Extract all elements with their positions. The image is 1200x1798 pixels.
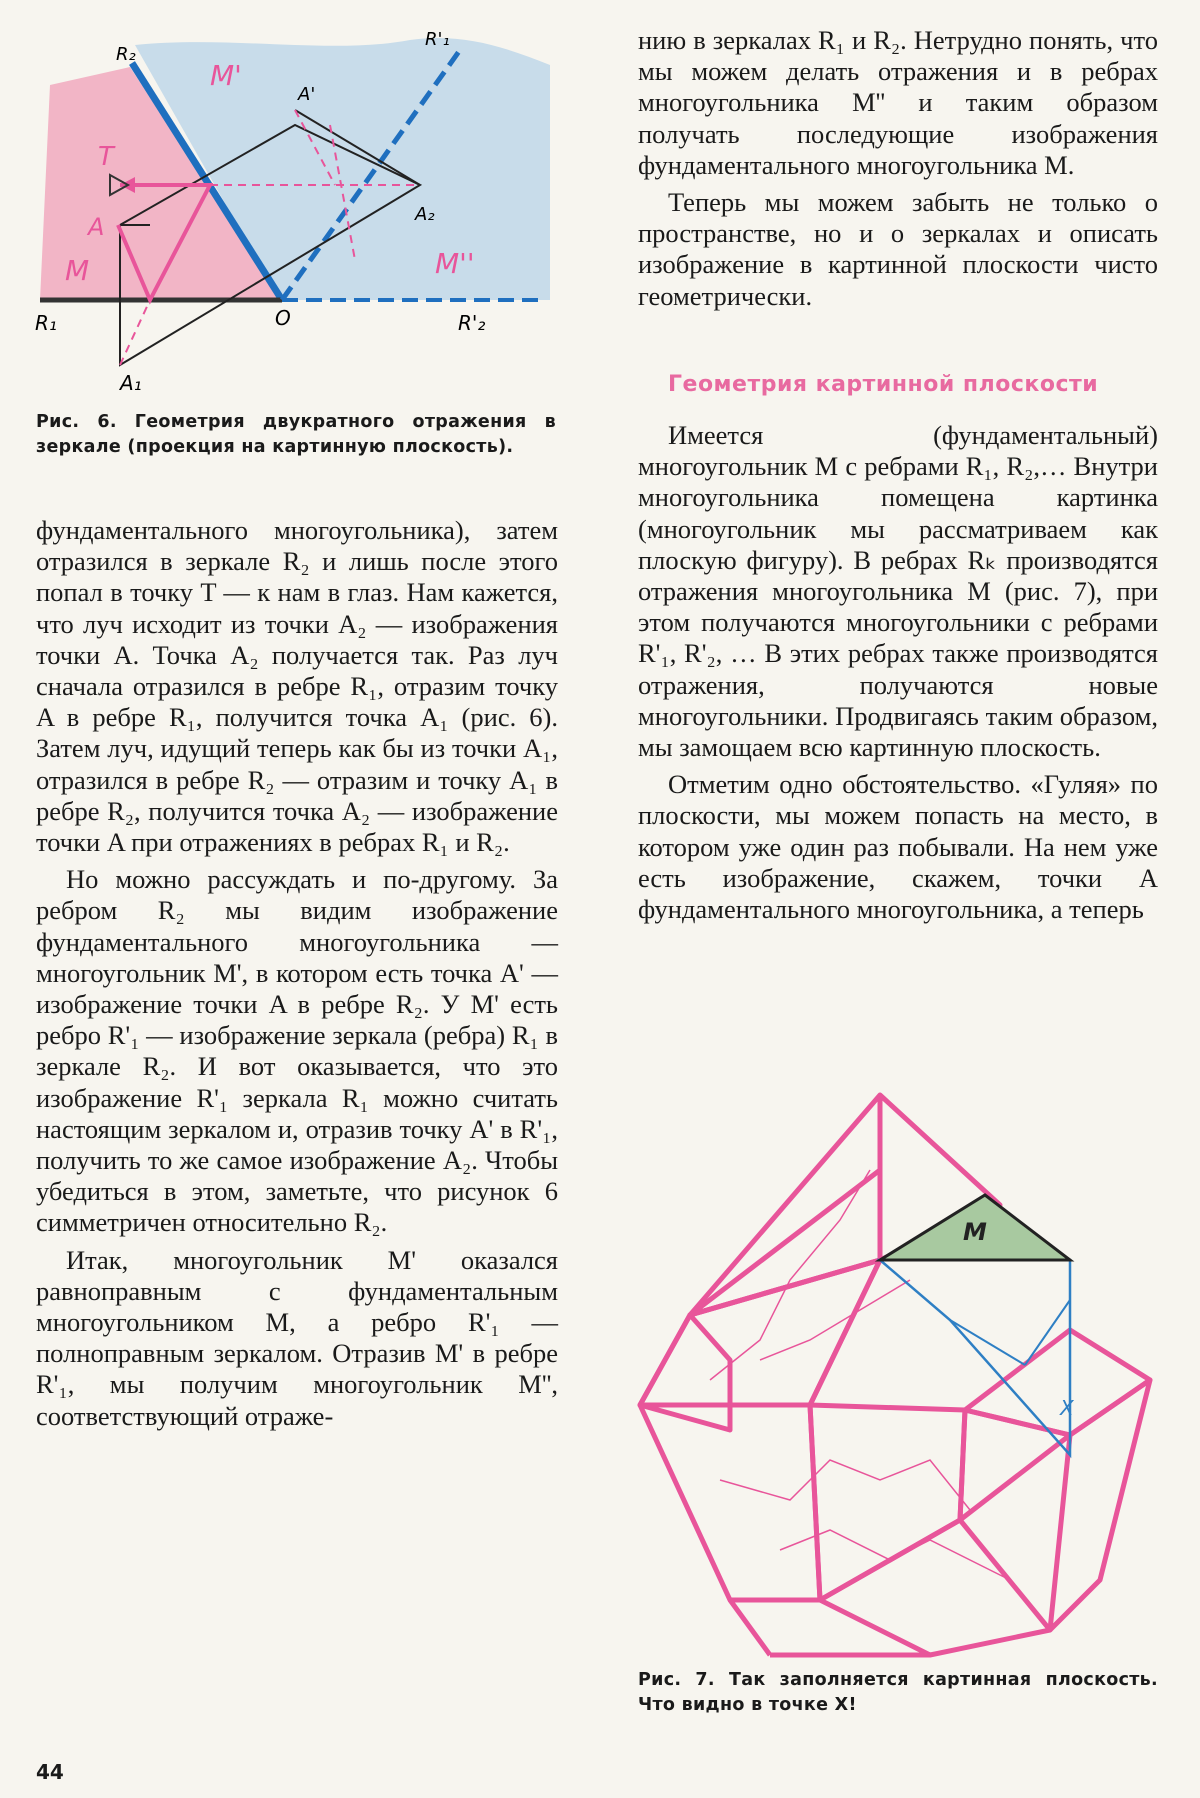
right-paragraph-1: нию в зеркалах R₁ и R₂. Нетрудно понять, что мы можем делать отражения и в ребрах многоугольника M'' и таким образом получать последующие изображения фундаментального многоугольника M.: [638, 25, 1158, 180]
left-paragraph-2: Но можно рассуждать и по-другому. За ребром R₂ мы видим изображение фундаментального многоугольника — многоугольник M', в котором есть точка A' — изображение точки A в ребре R₂. У M' есть ребро R'₁ — изображение зеркала (ребра) R₁ в зеркале R₂. И вот оказывается, что это изображение R'₁ зеркала R₁ можно считать настоящим зеркалом и, отразив точку A' в R'₁, получить то же самое изображение A₂. Чтобы убедиться в этом, заметьте, что рисунок 6 симметричен относительно R₂.: [36, 864, 558, 1238]
label-r2-prime: R'₂: [458, 311, 486, 335]
label-a: A: [88, 213, 105, 241]
right-column-bottom: [638, 420, 1158, 925]
right-paragraph-4: Отметим одно обстоятельство. «Гуляя» по плоскости, мы можем попасть на место, в котором уже один раз побывали. На нем уже есть изображение, скажем, точки A фундаментального многоугольника, а теперь: [638, 769, 1158, 925]
figure-7-drawing: [630, 1080, 1170, 1660]
left-paragraph-1: фундаментального многоугольника), затем отразился в зеркале R₂ и лишь после этого попал в точку T — к нам в глаз. Нам кажется, что луч исходит из точки A₂ — изображения точки A. Точка A₂ получается так. Раз луч сначала отразился в ребре R₁, отразим точку A в ребре R₁, получится точка A₁ (рис. 6). Затем луч, идущий теперь как бы из точки A₁, отразился в ребре R₂ — отразим и точку A₁ в ребре R₂, получится точка A₂ — изображение точки A при отражениях в ребрах R₁ и R₂.: [36, 515, 558, 858]
label-r1-prime: R'₁: [425, 29, 450, 50]
right-column-top: [638, 25, 1158, 312]
right-paragraph-2: Теперь мы можем забыть не только о пространстве, но и о зеркалах и описать изображение в картинной плоскости чисто геометрически.: [638, 187, 1158, 311]
label-a2: A₂: [415, 204, 435, 225]
figure-6-drawing: [30, 25, 570, 400]
label-x: X: [1060, 1396, 1074, 1420]
label-r2: R₂: [116, 44, 136, 65]
left-paragraph-3: Итак, многоугольник M' оказался равноправным с фундаментальным многоугольником M, а ребро R'₁ — полноправным зеркалом. Отразив M' в ребре R'₁, мы получим многоугольник M'', соответствующий отраже-: [36, 1244, 558, 1431]
page-number: 44: [36, 1760, 64, 1784]
label-m-prime: M': [210, 59, 242, 92]
figure-7: [630, 1080, 1170, 1660]
label-t: T: [98, 142, 114, 172]
left-column: [36, 515, 558, 1432]
label-r1: R₁: [35, 311, 57, 335]
figure-7-caption: Рис. 7. Так заполняется картинная плоскость. Что видно в точке X!: [638, 1670, 1158, 1715]
section-heading: Геометрия картинной плоскости: [668, 372, 1099, 397]
label-a1: A₁: [120, 371, 142, 395]
label-m-fig7: M: [963, 1218, 987, 1246]
label-o: O: [275, 306, 291, 330]
label-m: M: [65, 254, 90, 287]
figure-6: [30, 25, 570, 400]
label-a-prime: A': [298, 84, 316, 105]
label-m-double: M'': [435, 247, 475, 280]
figure-6-caption: Рис. 6. Геометрия двукратного отражения в зеркале (проекция на картинную плоскость).: [36, 412, 556, 457]
right-paragraph-3: Имеется (фундаментальный) многоугольник M с ребрами R₁, R₂,… Внутри многоугольника помещена картинка (многоугольник мы рассматриваем как плоскую фигуру). В ребрах Rₖ производятся отражения многоугольника M (рис. 7), при этом получаются многоугольники с ребрами R'₁, R'₂, … В этих ребрах также производятся отражения, получаются новые многоугольники. Продвигаясь таким образом, мы замощаем всю картинную плоскость.: [638, 420, 1158, 763]
